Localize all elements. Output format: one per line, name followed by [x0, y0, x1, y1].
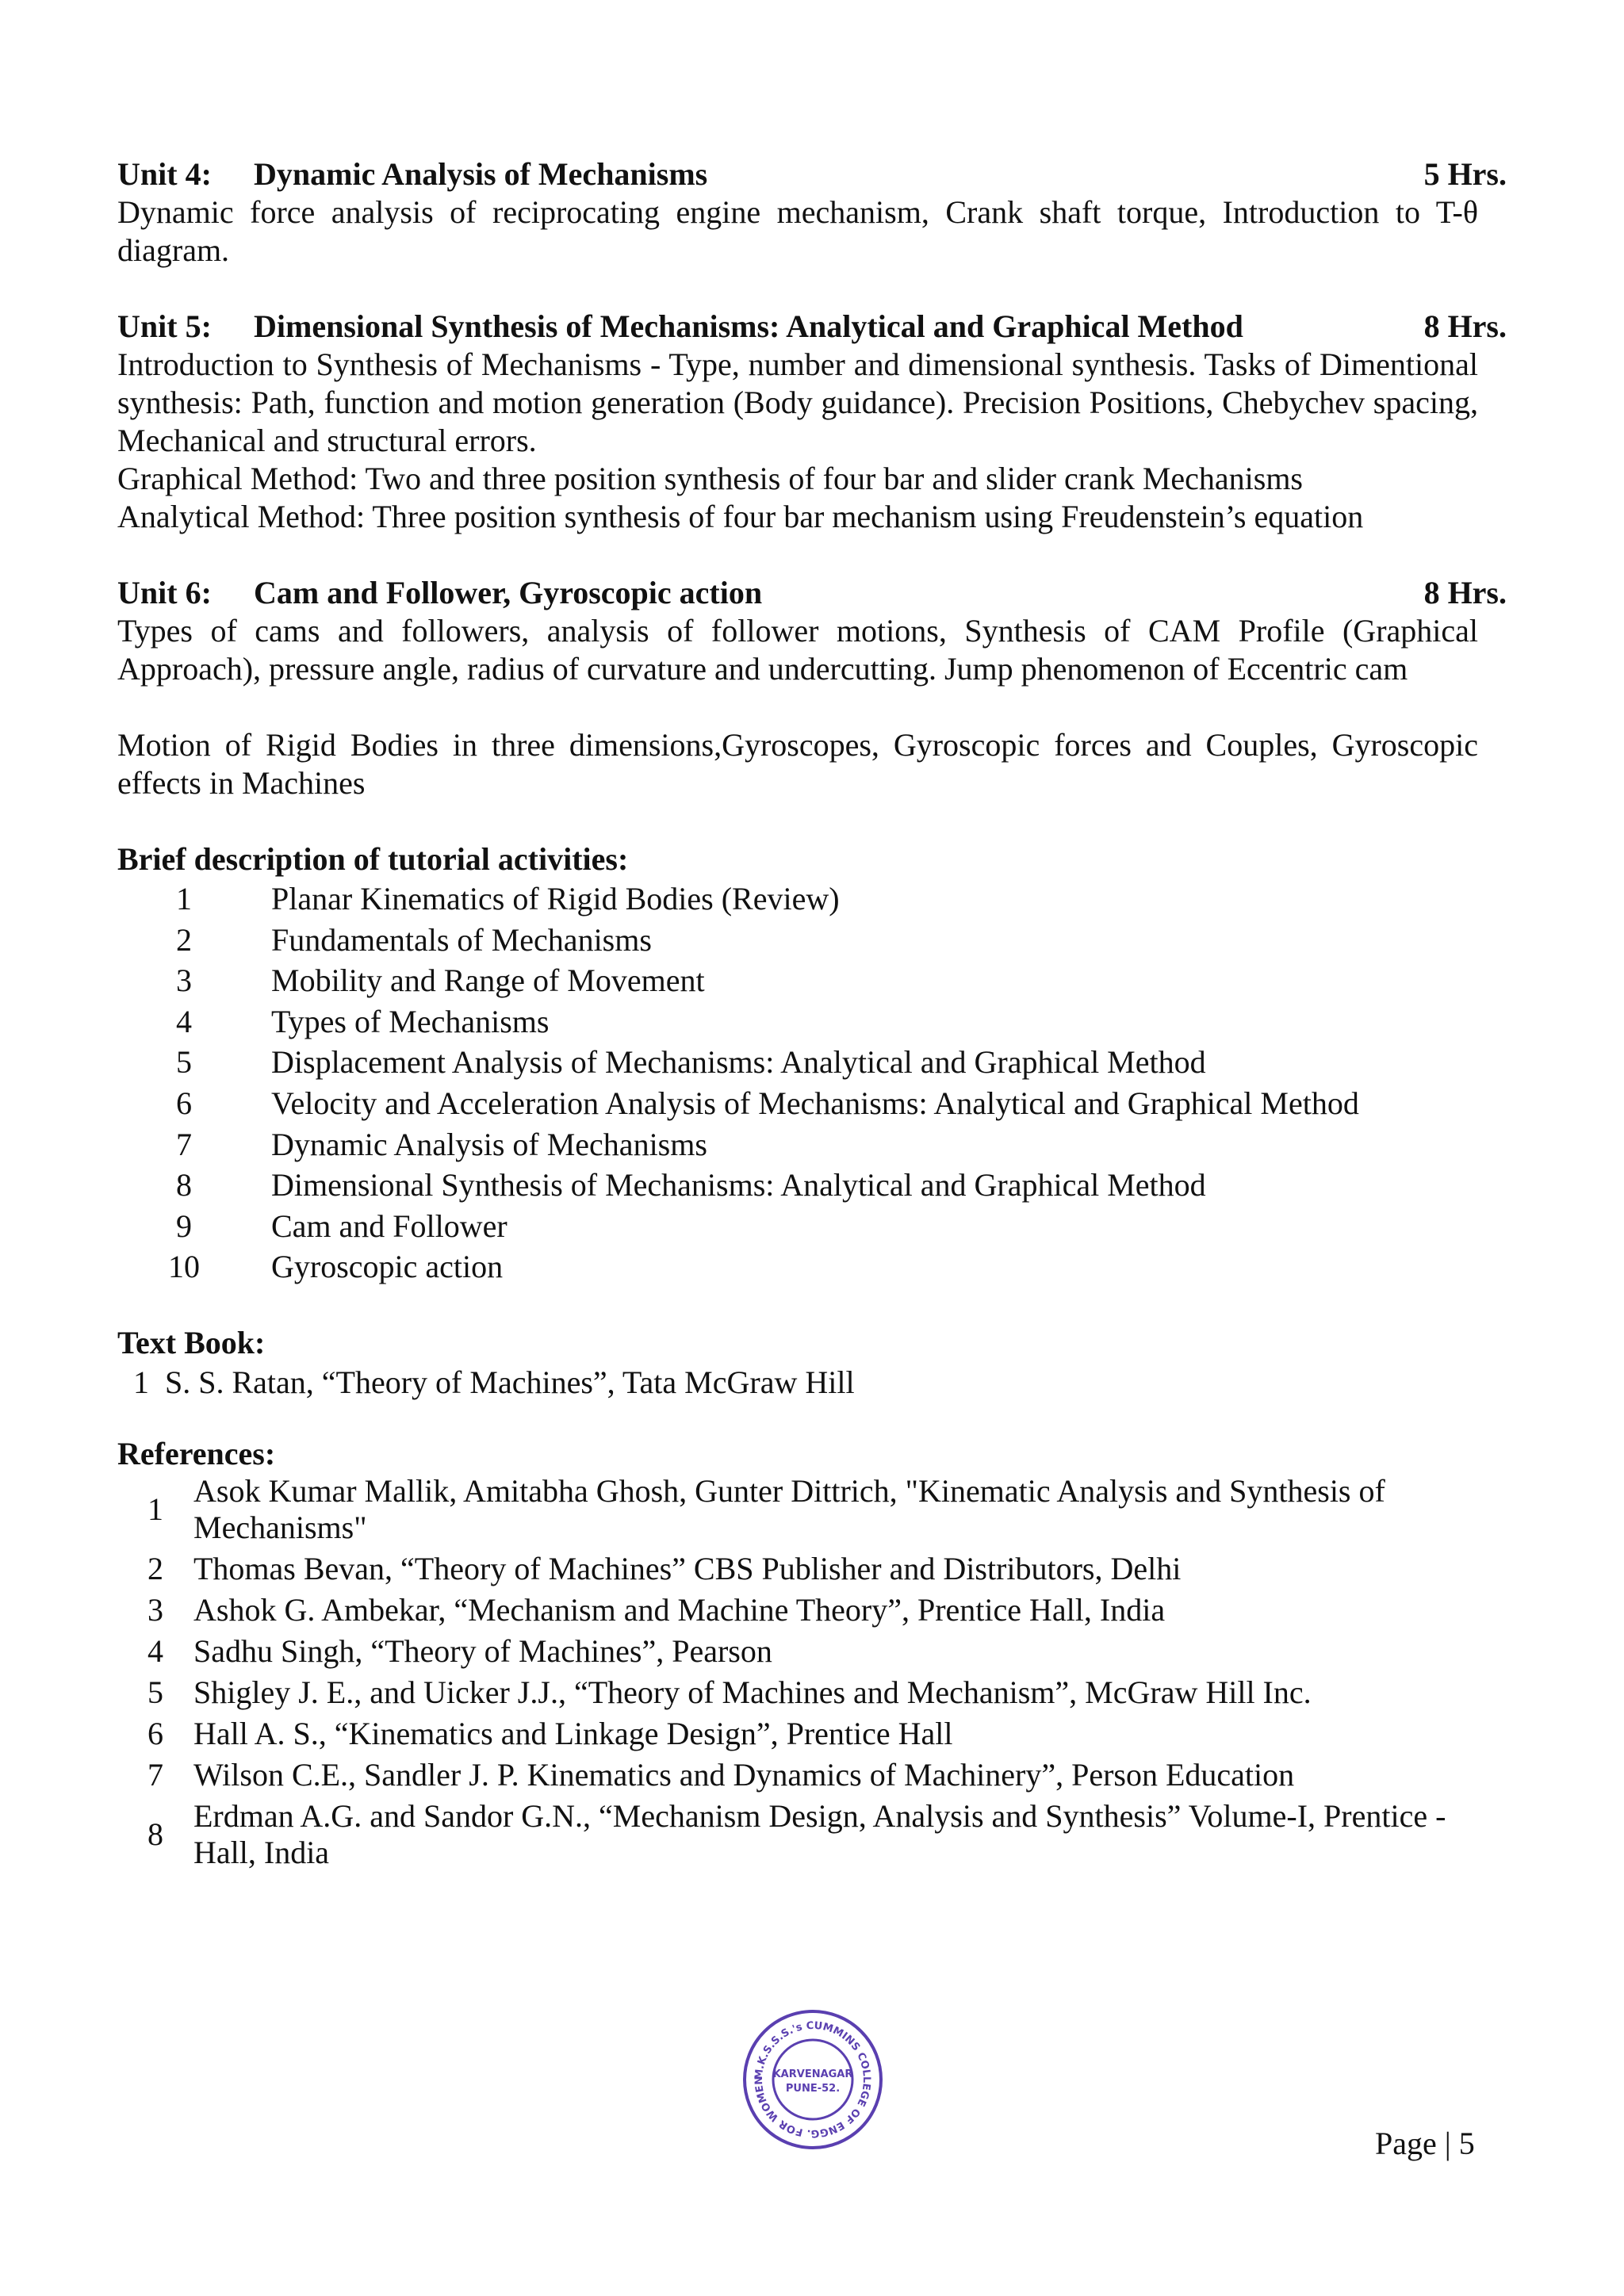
item-text: Cam and Follower [271, 1207, 508, 1244]
list-item [117, 1165, 1507, 1206]
item-number: 9 [176, 1207, 192, 1244]
unit-6-description: Types of cams and followers, analysis of follower motions, Synthesis of CAM Profile (Graphical Approach), pressure angle, radius of curvature and undercutting. Jump phenomenon of Eccentric cam [117, 613, 1478, 687]
item-text: Asok Kumar Mallik, Amitabha Ghosh, Gunter Dittrich, "Kinematic Analysis and Synthesis of Mechanisms" [193, 1472, 1385, 1545]
list-item [117, 1798, 1507, 1871]
item-number: 3 [147, 1591, 163, 1628]
list-item [117, 1206, 1507, 1247]
tutorial-list [117, 878, 1507, 1288]
unit-number: Unit 6: [117, 575, 212, 610]
item-number: 1 [133, 1364, 149, 1400]
item-text: Gyroscopic action [271, 1249, 504, 1285]
list-item [117, 1124, 1507, 1165]
unit-5-description: Introduction to Synthesis of Mechanisms - Type, number and dimensional synthesis. Tasks of Dimentional synthesis: Path, function and motion generation (Body guidance). Precision Positions, Chebychev spacing, Mechanical and structural errors. [117, 346, 1478, 458]
item-number: 1 [147, 1490, 163, 1527]
list-item [117, 1362, 1507, 1403]
item-text: Shigley J. E., and Uicker J.J., “Theory of Machines and Mechanism”, McGraw Hill Inc. [193, 1674, 1312, 1710]
item-number: 2 [176, 921, 192, 958]
item-text: Types of Mechanisms [271, 1003, 550, 1039]
unit-5-analytical-method: Analytical Method: Three position synthesis of four bar mechanism using Freudenstein’s equation [117, 499, 1364, 534]
item-number: 7 [147, 1756, 163, 1793]
list-item [117, 960, 1507, 1001]
unit-hours: 8 Hrs. [1423, 308, 1507, 344]
item-text: Mobility and Range of Movement [271, 962, 705, 999]
item-number: 5 [147, 1674, 163, 1710]
item-text: Wilson C.E., Sandler J. P. Kinematics and Dynamics of Machinery”, Person Education [193, 1756, 1295, 1793]
item-text: S. S. Ratan, “Theory of Machines”, Tata McGraw Hill [165, 1364, 855, 1400]
list-item [117, 920, 1507, 961]
college-seal [742, 2009, 883, 2150]
item-text: Ashok G. Ambekar, “Mechanism and Machine Theory”, Prentice Hall, India [193, 1591, 1166, 1628]
list-item [117, 1633, 1507, 1670]
text-book-heading: Text Book: [117, 1324, 266, 1360]
item-number: 5 [176, 1044, 192, 1081]
unit-4-description: Dynamic force analysis of reciprocating engine mechanism, Crank shaft torque, Introduction to T-θ diagram. [117, 194, 1478, 268]
document-body [117, 155, 1507, 1876]
list-item [117, 1042, 1507, 1083]
item-number: 7 [176, 1126, 192, 1162]
list-item [117, 1551, 1507, 1587]
item-number: 6 [176, 1085, 192, 1121]
unit-title: Dimensional Synthesis of Mechanisms: Analytical and Graphical Method [254, 308, 1243, 344]
seal-ring-text: M.K.S.S.S.'s CUMMINS COLLEGE OF ENGG. FOR WOMEN [753, 2019, 873, 2140]
list-item [117, 1083, 1507, 1124]
item-text: Dimensional Synthesis of Mechanisms: Analytical and Graphical Method [271, 1167, 1206, 1203]
unit-title: Cam and Follower, Gyroscopic action [254, 575, 763, 610]
seal-center-line-2: PUNE-52. [785, 2083, 841, 2095]
item-text: Fundamentals of Mechanisms [271, 921, 652, 958]
item-number: 6 [147, 1715, 163, 1751]
page-number: Page | 5 [1375, 2126, 1475, 2161]
list-item [117, 1473, 1507, 1546]
references-heading: References: [117, 1435, 276, 1471]
item-number: 4 [147, 1632, 163, 1669]
item-text: Sadhu Singh, “Theory of Machines”, Pearson [193, 1632, 772, 1669]
item-number: 8 [147, 1816, 163, 1852]
tutorial-heading: Brief description of tutorial activities: [117, 841, 629, 877]
item-text: Hall A. S., “Kinematics and Linkage Design”, Prentice Hall [193, 1715, 953, 1751]
unit-title: Dynamic Analysis of Mechanisms [254, 156, 708, 192]
unit-number: Unit 5: [117, 308, 212, 344]
list-item [117, 1001, 1507, 1043]
unit-4-heading [117, 155, 1507, 193]
item-text: Planar Kinematics of Rigid Bodies (Review) [271, 881, 840, 916]
list-item [117, 1246, 1507, 1288]
list-item [117, 1757, 1507, 1793]
unit-number: Unit 4: [117, 156, 212, 192]
item-number: 8 [176, 1167, 192, 1203]
item-text: Dynamic Analysis of Mechanisms [271, 1126, 707, 1162]
item-text: Erdman A.G. and Sandor G.N., “Mechanism Design, Analysis and Synthesis” Volume-I, Prentice -Hall, India [193, 1797, 1446, 1870]
item-number: 2 [147, 1550, 163, 1586]
item-text: Velocity and Acceleration Analysis of Mechanisms: Analytical and Graphical Method [271, 1085, 1359, 1121]
item-number: 4 [176, 1003, 192, 1039]
item-text: Displacement Analysis of Mechanisms: Analytical and Graphical Method [271, 1044, 1206, 1081]
item-text: Thomas Bevan, “Theory of Machines” CBS Publisher and Distributors, Delhi [193, 1550, 1182, 1586]
unit-5-heading [117, 308, 1507, 346]
list-item [117, 1592, 1507, 1628]
item-number: 3 [176, 962, 192, 999]
unit-hours: 8 Hrs. [1423, 575, 1507, 610]
item-number: 1 [176, 881, 192, 916]
unit-hours: 5 Hrs. [1423, 156, 1507, 192]
unit-6-heading [117, 574, 1507, 612]
unit-6-gyroscope-description: Motion of Rigid Bodies in three dimensions,Gyroscopes, Gyroscopic forces and Couples, Gyroscopic effects in Machines [117, 727, 1478, 801]
seal-center-line-1: KARVENAGAR [772, 2068, 853, 2080]
item-number: 10 [168, 1249, 200, 1285]
list-item [117, 1716, 1507, 1752]
list-item [117, 1674, 1507, 1711]
unit-5-graphical-method: Graphical Method: Two and three position synthesis of four bar and slider crank Mechanisms [117, 461, 1303, 496]
list-item [117, 878, 1507, 920]
